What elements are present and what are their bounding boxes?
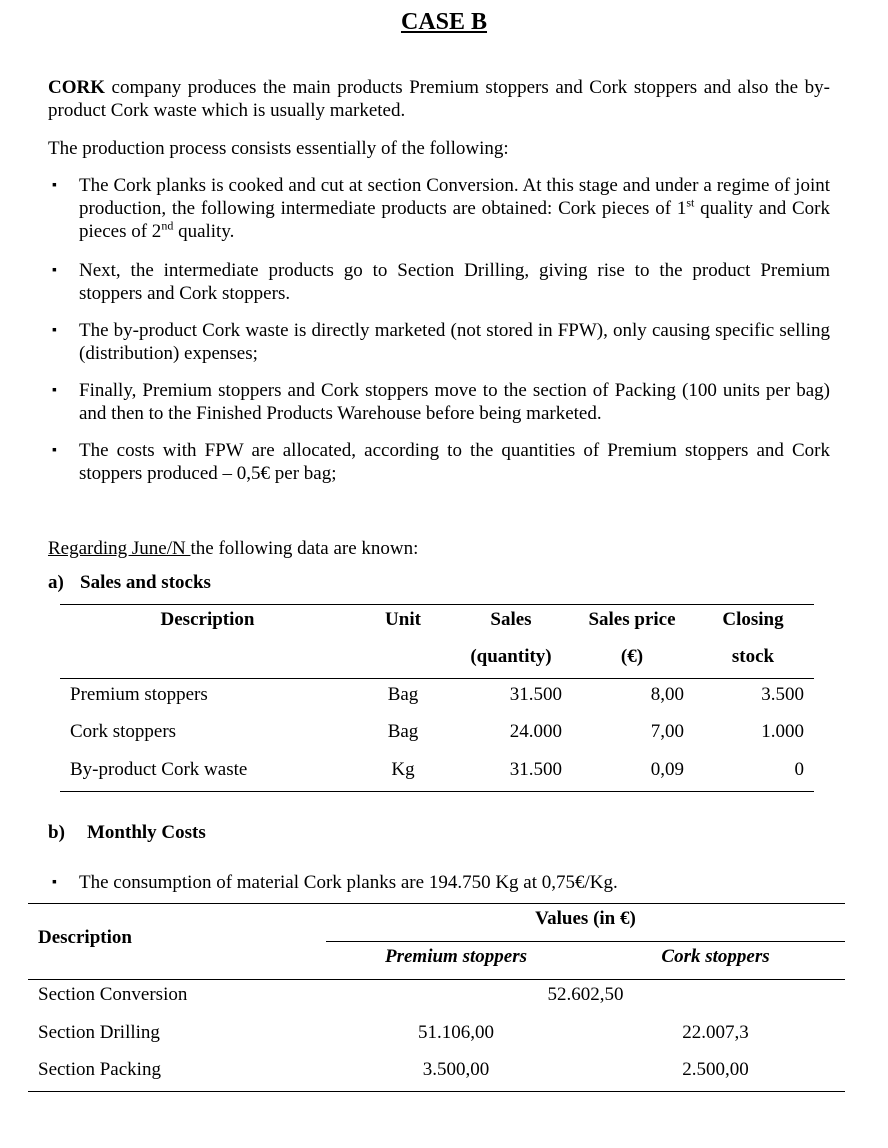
header-description: Description xyxy=(160,609,255,630)
header-price: Sales price xyxy=(588,609,676,630)
row-premium: 3.500,00 xyxy=(422,1059,490,1080)
section-b-label: b) xyxy=(48,822,65,843)
bullet-conversion xyxy=(79,174,830,243)
table-header-rule xyxy=(60,678,814,679)
row-price: 8,00 xyxy=(650,684,684,705)
row-price: 7,00 xyxy=(650,721,684,742)
row-sales: 24.000 xyxy=(509,721,562,742)
header-description: Description xyxy=(38,927,132,948)
row-unit: Bag xyxy=(387,721,419,742)
row-description: Premium stoppers xyxy=(70,684,208,705)
row-cork: 2.500,00 xyxy=(682,1059,749,1080)
row-closing: 1.000 xyxy=(761,721,804,742)
bullet-text: quality and Cork pieces of 2 xyxy=(79,198,831,242)
intro-paragraph xyxy=(48,76,830,122)
bullet-marker: ▪ xyxy=(52,178,57,193)
row-closing: 0 xyxy=(794,759,804,780)
row-unit: Bag xyxy=(387,684,419,705)
table-header-rule xyxy=(28,979,845,980)
bullet-marker: ▪ xyxy=(52,263,57,278)
row-description: Section Packing xyxy=(38,1059,161,1080)
row-unit: Kg xyxy=(391,759,415,780)
bullet-text: The Cork planks is cooked and cut at section Conversion. At this stage and under a regime of joint production, the following intermediate products are obtained: Cork pieces of 1 xyxy=(79,175,830,219)
row-premium: 51.106,00 xyxy=(418,1022,494,1043)
superscript: nd xyxy=(161,218,174,233)
bullet-marker: ▪ xyxy=(52,383,57,398)
section-a-label: a) xyxy=(48,572,64,593)
values-sub-rule xyxy=(326,941,845,942)
regarding-underlined: Regarding June/N xyxy=(48,538,191,559)
section-a-title: Sales and stocks xyxy=(80,572,211,593)
header-sales: Sales xyxy=(490,609,532,630)
row-description: By-product Cork waste xyxy=(70,759,248,780)
header-closing-sub: stock xyxy=(731,646,775,667)
row-cork: 22.007,3 xyxy=(682,1022,749,1043)
process-intro: The production process consists essentially of the following: xyxy=(48,138,509,159)
regarding-rest: the following data are known: xyxy=(190,538,419,559)
header-values: Values (in €) xyxy=(535,908,636,929)
company-name: CORK xyxy=(48,77,105,98)
row-description: Section Conversion xyxy=(38,984,188,1005)
header-unit: Unit xyxy=(385,609,421,630)
row-sales: 31.500 xyxy=(509,684,562,705)
section-b-title: Monthly Costs xyxy=(87,822,206,843)
bullet-fpw: The costs with FPW are allocated, according to the quantities of Premium stoppers and Cork stoppers produced – 0,5€ per bag; xyxy=(79,440,830,484)
row-description: Section Drilling xyxy=(38,1022,160,1043)
header-closing: Closing xyxy=(722,609,784,630)
regarding-line xyxy=(48,537,418,560)
bullet-packing: Finally, Premium stoppers and Cork stoppers move to the section of Packing (100 units per bag) and then to the Finished Products Warehouse before being marketed. xyxy=(79,380,830,424)
row-description: Cork stoppers xyxy=(70,721,177,742)
header-premium: Premium stoppers xyxy=(385,946,527,967)
bullet-marker: ▪ xyxy=(52,443,57,458)
superscript: st xyxy=(686,195,695,210)
bullet-drilling: Next, the intermediate products go to Section Drilling, giving rise to the product Premium stoppers and Cork stoppers. xyxy=(79,260,830,304)
row-joint-value: 52.602,50 xyxy=(547,984,624,1005)
row-closing: 3.500 xyxy=(761,684,804,705)
bullet-cork-planks: The consumption of material Cork planks are 194.750 Kg at 0,75€/Kg. xyxy=(79,872,618,893)
row-sales: 31.500 xyxy=(509,759,562,780)
bullet-text: quality. xyxy=(173,221,235,242)
header-sales-sub: (quantity) xyxy=(470,646,552,667)
bullet-by-product: The by-product Cork waste is directly marketed (not stored in FPW), only causing specific selling (distribution) expenses; xyxy=(79,320,830,364)
row-price: 0,09 xyxy=(650,759,684,780)
table-top-rule xyxy=(28,903,845,904)
table-bottom-rule xyxy=(28,1091,845,1092)
header-cork: Cork stoppers xyxy=(661,946,770,967)
bullet-marker: ▪ xyxy=(52,323,57,338)
table-bottom-rule xyxy=(60,791,814,792)
page-title: CASE B xyxy=(400,9,488,35)
bullet-marker: ▪ xyxy=(52,875,57,890)
intro-text: company produces the main products Premium stoppers and Cork stoppers and also the by-product Cork waste which is usually marketed. xyxy=(48,77,830,121)
header-price-sub: (€) xyxy=(620,646,644,667)
table-top-rule xyxy=(60,604,814,605)
